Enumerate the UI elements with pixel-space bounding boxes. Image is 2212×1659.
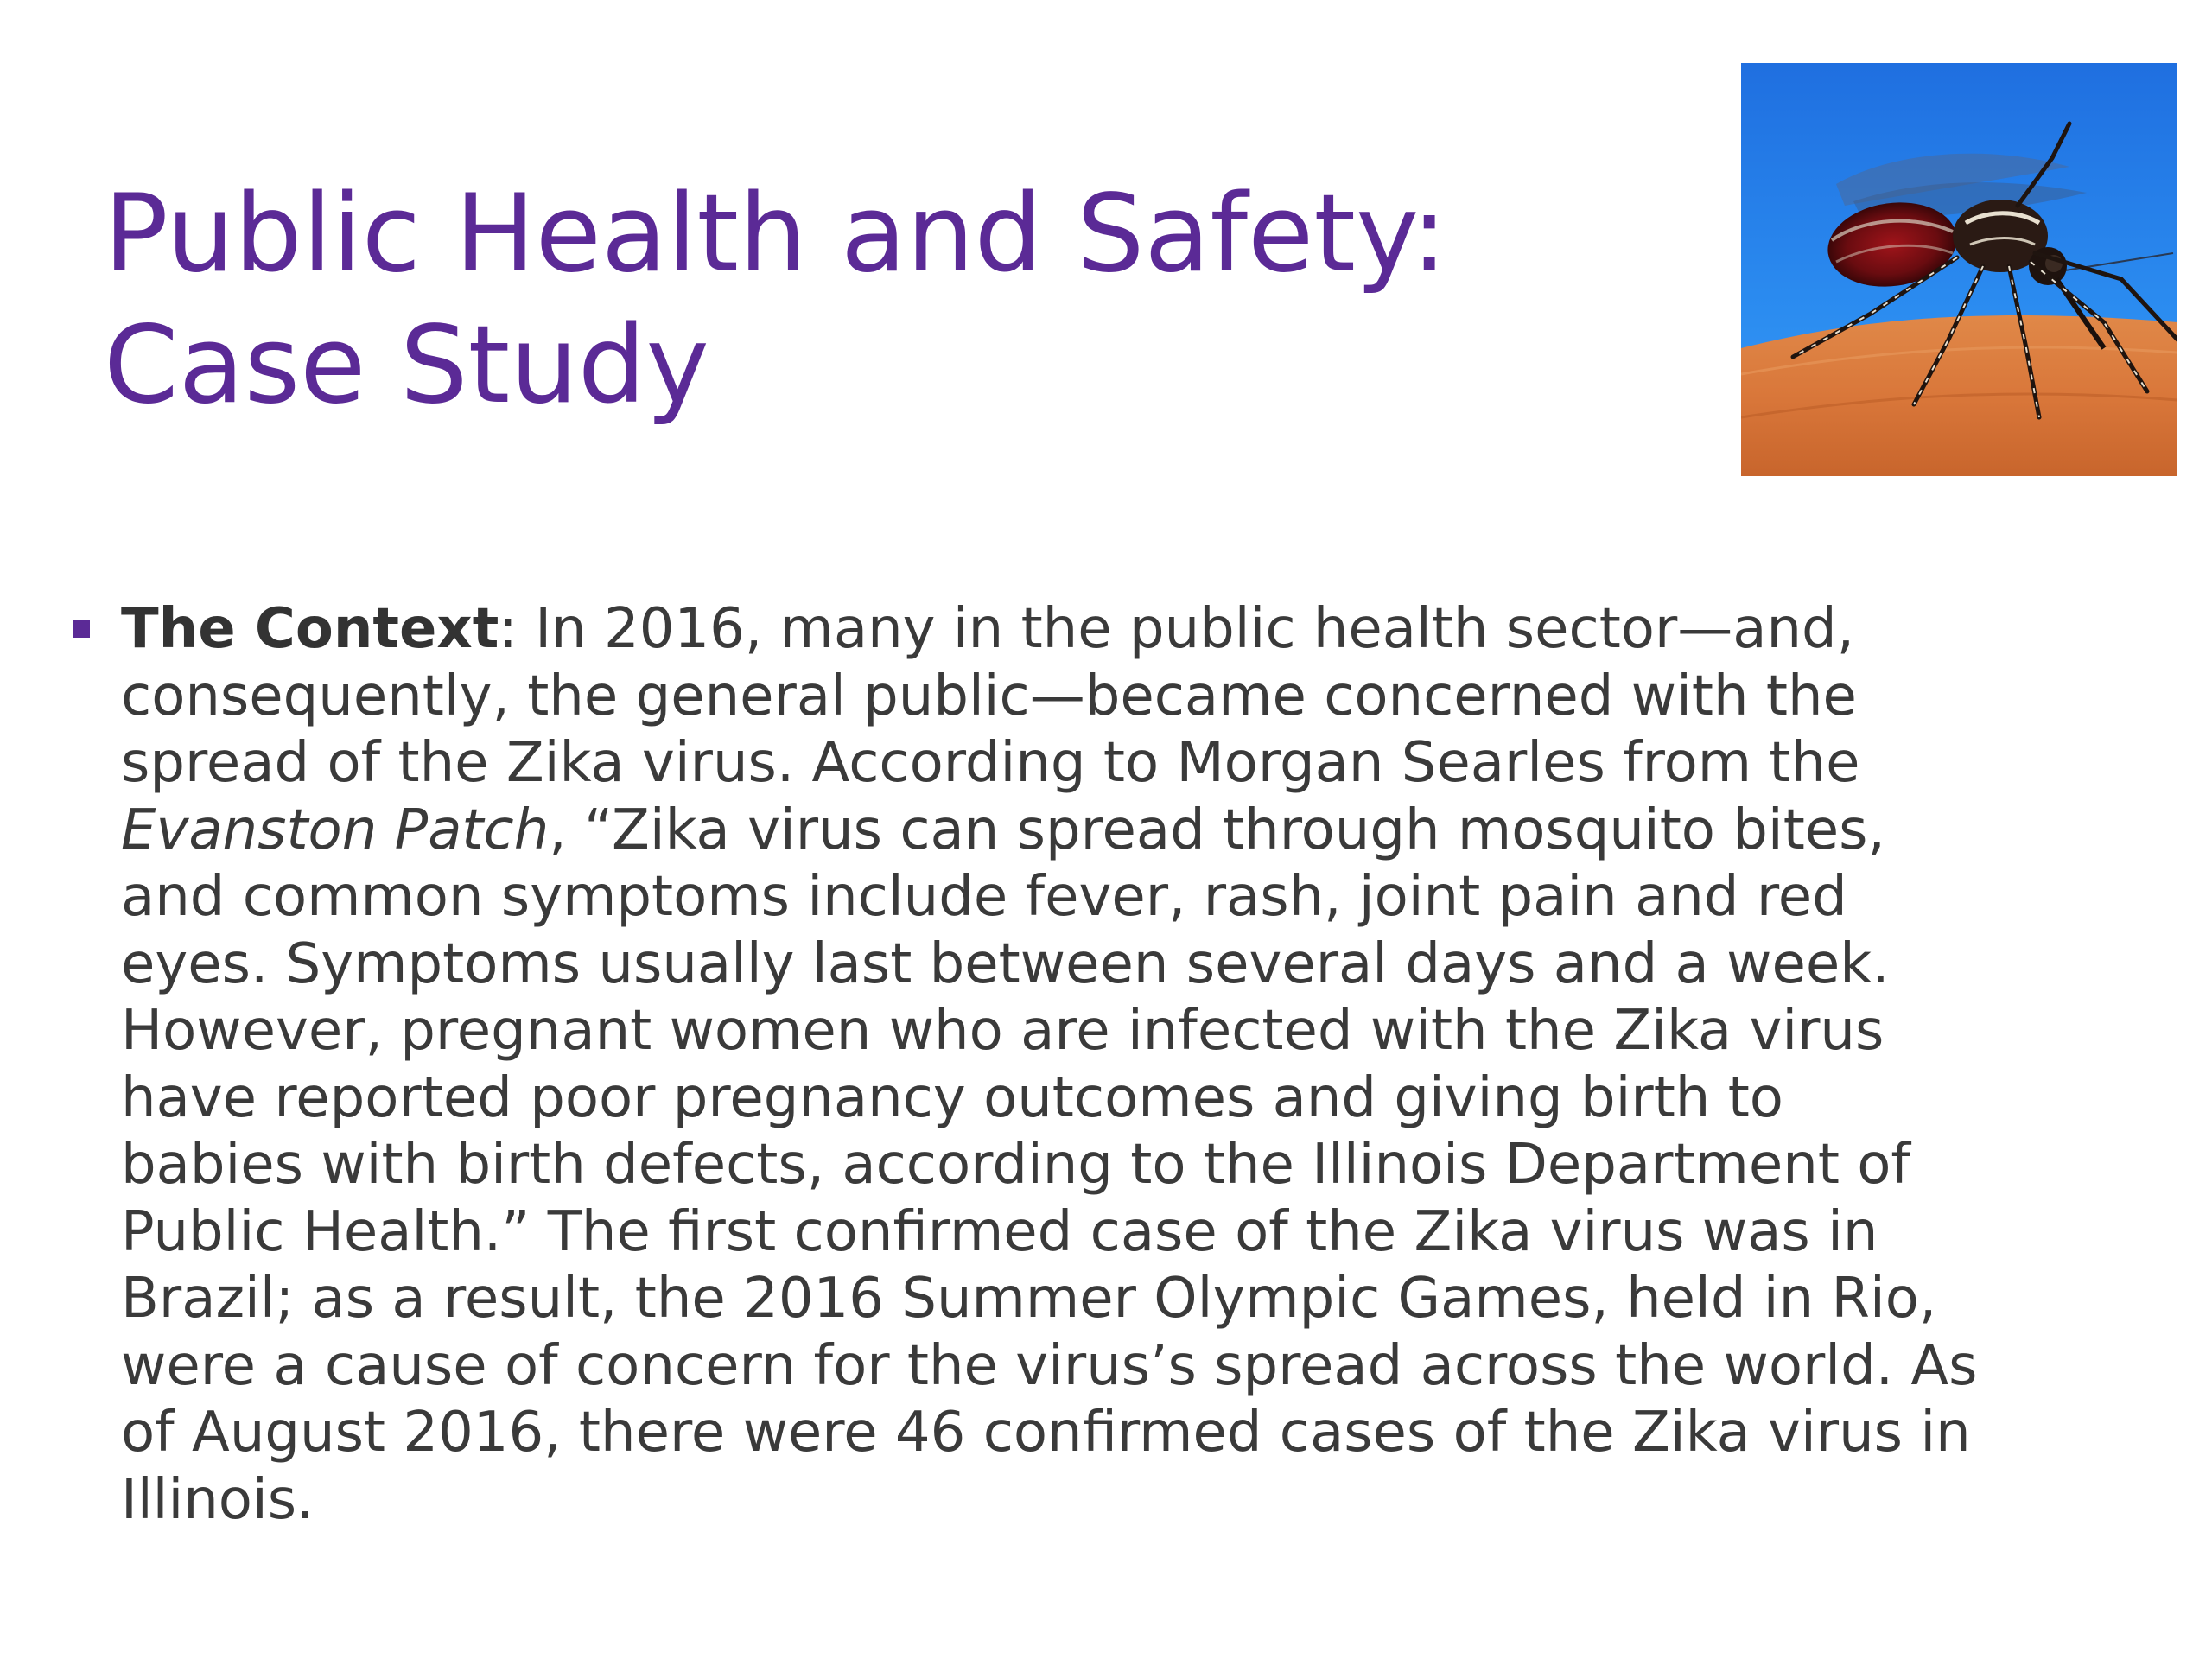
body-line bbox=[121, 1467, 2169, 1535]
slide-title bbox=[104, 168, 1659, 431]
publication-name: Evanston Patch bbox=[121, 798, 550, 862]
body-text-segment: Illinois. bbox=[121, 1467, 315, 1532]
body-line bbox=[121, 798, 2169, 865]
body-line bbox=[121, 730, 2169, 798]
body-text-segment: babies with birth defects, according to the Illinois Department of bbox=[121, 1133, 1910, 1197]
body-text bbox=[121, 596, 2169, 1534]
body-line bbox=[121, 1266, 2169, 1333]
body-line bbox=[121, 664, 2169, 731]
body-line bbox=[121, 1333, 2169, 1401]
body-text-segment: were a cause of concern for the virus’s spread across the world. As bbox=[121, 1333, 1978, 1398]
bullet-marker bbox=[73, 620, 90, 638]
body-line bbox=[121, 1199, 2169, 1267]
body-text-segment: Brazil; as a result, the 2016 Summer Olympic Games, held in Rio, bbox=[121, 1267, 1937, 1331]
body-text-segment: have reported poor pregnancy outcomes and giving birth to bbox=[121, 1065, 1783, 1130]
slide-title-line-2: Case Study bbox=[104, 303, 709, 428]
slide-title-line-1: Public Health and Safety: bbox=[104, 172, 1448, 296]
body-line bbox=[121, 931, 2169, 999]
body-text-segment: However, pregnant women who are infected with the Zika virus bbox=[121, 999, 1885, 1063]
body-text-segment: eyes. Symptoms usually last between several days and a week. bbox=[121, 931, 1890, 996]
mosquito-photo bbox=[1741, 63, 2177, 476]
body-text-segment: and common symptoms include fever, rash, joint pain and red bbox=[121, 865, 1847, 929]
body-line bbox=[121, 998, 2169, 1065]
body-text-segment: consequently, the general public—became concerned with the bbox=[121, 664, 1857, 728]
body-line bbox=[121, 596, 2169, 664]
body-text-segment: , “Zika virus can spread through mosquito bites, bbox=[549, 798, 1885, 862]
body-text-segment: spread of the Zika virus. According to Morgan Searles from the bbox=[121, 731, 1860, 795]
body-line bbox=[121, 864, 2169, 931]
bullet-lead: The Context bbox=[121, 597, 499, 661]
body-text-segment: of August 2016, there were 46 confirmed cases of the Zika virus in bbox=[121, 1401, 1971, 1465]
body-text-segment: Public Health.” The first confirmed case of the Zika virus was in bbox=[121, 1199, 1878, 1264]
body-line bbox=[121, 1065, 2169, 1133]
body-line bbox=[121, 1132, 2169, 1199]
body-line bbox=[121, 1400, 2169, 1467]
body-text-segment: : In 2016, many in the public health sector—and, bbox=[499, 597, 1854, 661]
